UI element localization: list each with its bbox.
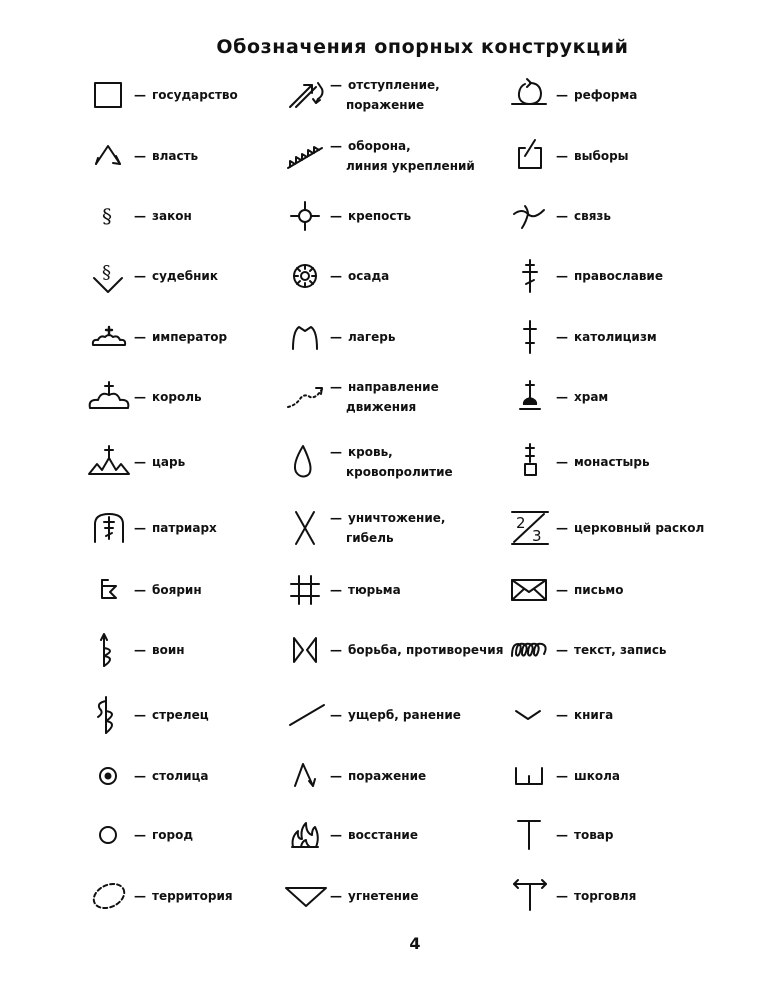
oppression-triangle-icon (282, 874, 328, 918)
territory-dashed-icon (86, 874, 132, 918)
legend-label: восстание (348, 828, 418, 842)
monastery-icon (508, 440, 554, 484)
legend-label: тюрьма (348, 583, 401, 597)
legend-label: церковный раскол (574, 521, 705, 535)
king-crown-icon (86, 375, 132, 419)
svg-text:§: § (102, 204, 112, 228)
uprising-flame-icon (282, 813, 328, 857)
legend-label: власть (152, 149, 199, 163)
legend-label: реформа (574, 88, 638, 102)
legend-label: католицизм (574, 330, 657, 344)
school-icon (508, 754, 554, 798)
defense-line-icon (282, 134, 328, 178)
legend-label: текст, запись (574, 643, 667, 657)
legend-label: территория (152, 889, 233, 903)
legend-label: государство (152, 88, 238, 102)
legend-label: лагерь (348, 330, 396, 344)
legend-label: крепость (348, 209, 412, 223)
legend-label: осада (348, 269, 390, 283)
section-sign-icon (86, 194, 132, 238)
catholic-cross-icon (508, 315, 554, 359)
legend-label: угнетение (348, 889, 419, 903)
legend-label-line2: кровопролитие (346, 465, 453, 479)
legend-label: уничтожение, (348, 511, 446, 525)
text-loops-icon (508, 628, 554, 672)
legend-label: выборы (574, 149, 629, 163)
power-arrow-icon (86, 134, 132, 178)
camp-icon (282, 315, 328, 359)
section-check-icon (86, 254, 132, 298)
legend-label: царь (152, 455, 186, 469)
prison-grid-icon (282, 568, 328, 612)
legend-label-line2: гибель (346, 531, 394, 545)
legend-label: кровь, (348, 445, 393, 459)
svg-text:2: 2 (516, 514, 526, 532)
legend-label-line2: движения (346, 400, 417, 414)
envelope-icon (508, 568, 554, 612)
legend-label: император (152, 330, 228, 344)
destruction-x-icon (282, 506, 328, 550)
legend-label: ущерб, ранение (348, 708, 461, 722)
page-number: 4 (409, 934, 421, 953)
legend-label: храм (574, 390, 609, 404)
capital-icon (86, 754, 132, 798)
legend-label: отступление, (348, 78, 440, 92)
damage-slash-icon (282, 693, 328, 737)
legend-label: патриарх (152, 521, 217, 535)
defeat-arrow-icon (282, 754, 328, 798)
legend-label: оборона, (348, 139, 411, 153)
legend-label: торговля (574, 889, 637, 903)
blood-drop-icon (282, 440, 328, 484)
legend-label: книга (574, 708, 614, 722)
book-check-icon (508, 693, 554, 737)
legend-label: связь (574, 209, 611, 223)
legend-label: направление (348, 380, 439, 394)
legend-label-line2: поражение (346, 98, 425, 112)
goods-t-icon (508, 813, 554, 857)
legend-label: король (152, 390, 202, 404)
streltsy-icon (86, 693, 132, 737)
ballot-box-icon (508, 134, 554, 178)
fortress-icon (282, 194, 328, 238)
legend-label: школа (574, 769, 621, 783)
legend-label: товар (574, 828, 614, 842)
legend-label: столица (152, 769, 209, 783)
warrior-icon (86, 628, 132, 672)
orthodox-cross-icon (508, 254, 554, 298)
connection-icon (508, 194, 554, 238)
boyar-icon (86, 568, 132, 612)
svg-text:3: 3 (532, 527, 542, 545)
legend-label: православие (574, 269, 663, 283)
legend-label: письмо (574, 583, 624, 597)
legend-label: монастырь (574, 455, 650, 469)
tsar-crown-icon (86, 440, 132, 484)
square-icon (86, 73, 132, 117)
legend-label: закон (152, 209, 192, 223)
legend-label: воин (152, 643, 185, 657)
legend-label: стрелец (152, 708, 209, 722)
direction-dotted-icon (282, 375, 328, 419)
siege-icon (282, 254, 328, 298)
struggle-triangles-icon (282, 628, 328, 672)
legend-label-line2: линия укреплений (346, 159, 475, 173)
schism-fraction-icon (508, 506, 554, 550)
trade-t-arrows-icon (508, 874, 554, 918)
patriarch-hat-icon (86, 506, 132, 550)
legend-label: поражение (348, 769, 427, 783)
reform-cycle-icon (508, 73, 554, 117)
retreat-arrows-icon (282, 73, 328, 117)
legend-label: судебник (152, 269, 218, 283)
city-circle-icon (86, 813, 132, 857)
legend-grid: — государство — власть § — закон § — судебник — император — король — царь — патриарх — боярин — воин — стрелец — столица — город — территория — отступление, поражение — оборона, линия укреплений — крепость — осада — лагерь — направление движения — кровь, кровопролитие — уничтожение, гибель — тюрьма — борьба, противоречия — ущерб, ранение — поражение — восстание — угнетение — реформа — выборы — связь — православие — католицизм — храм — монастырь 2 3 — церковный раскол — письмо — текст, запись — книга — школа — товар — торговля (0, 0, 775, 1000)
legend-label: город (152, 828, 194, 842)
emperor-crown-icon (86, 315, 132, 359)
legend-label: борьба, противоречия (348, 643, 504, 657)
legend-label: боярин (152, 583, 202, 597)
temple-icon (508, 375, 554, 419)
page-title: Обозначения опорных конструкций (216, 36, 629, 58)
svg-text:§: § (102, 262, 111, 283)
